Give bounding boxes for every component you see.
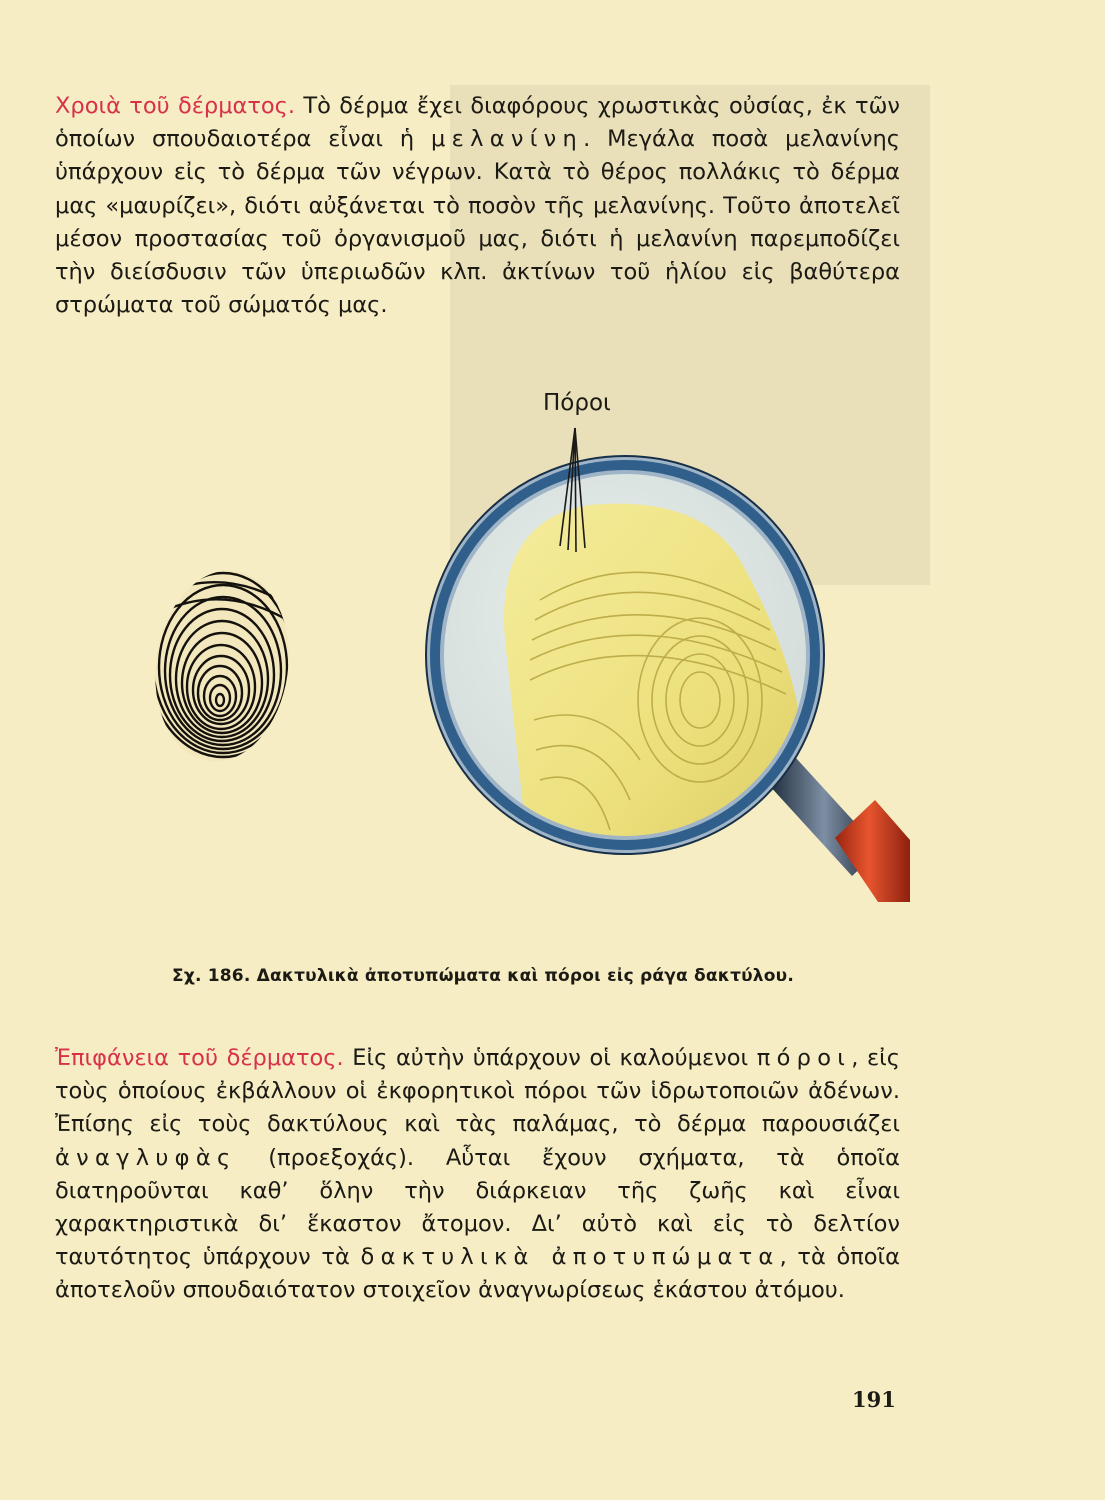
page-number: 191 — [852, 1387, 896, 1412]
fingerprint-image — [143, 561, 300, 770]
term-fingerprints: δακτυλικὰ ἀποτυπώματα — [360, 1244, 780, 1271]
paragraph-skin-color: Χροιὰ τοῦ δέρματος. Τὸ δέρμα ἔχει διαφόρους χρωστικὰς οὐσίας, ἐκ τῶν ὁποίων σπουδαιοτέρα εἶναι ἡ μελανίνη. Μεγάλα ποσὰ μελανίνης ὑπάρχουν εἰς τὸ δέρμα τῶν νέγρων. Κατὰ τὸ θέρος πολλάκις τὸ δέρμα μας «μαυρίζει», διότι αὐξάνεται τὸ ποσὸν τῆς μελανίνης. Τοῦτο ἀποτελεῖ μέσον προστασίας τοῦ ὀργανισμοῦ μας, διότι ἡ μελανίνη παρεμποδίζει τὴν διείσδυσιν τῶν ὑπεριωδῶν κλπ. ἀκτίνων τοῦ ἡλίου εἰς βαθύτερα στρώματα τοῦ σώματός μας. — [55, 93, 900, 319]
figure-caption: Σχ. 186. Δακτυλικὰ ἀποτυπώματα καὶ πόροι εἰς ράγα δακτύλου. — [172, 966, 794, 986]
paragraph-skin-surface: Ἐπιφάνεια τοῦ δέρματος. Εἰς αὐτὴν ὑπάρχουν οἱ καλούμενοι πόροι, εἰς τοὺς ὁποίους ἐκβάλλουν οἱ ἐκφορητικοὶ πόροι τῶν ἱδρωτοποιῶν ἀδένων. Ἐπίσης εἰς τοὺς δακτύλους καὶ τὰς παλάμας, τὸ δέρμα παρουσιάζει ἀναγλυφὰς (προεξοχάς). Αὗται ἔχουν σχήματα, τὰ ὁποῖα διατηροῦνται καθ’ ὅλην τὴν διάρκειαν τῆς ζωῆς καὶ εἶναι χαρακτηριστικὰ δι’ ἕκαστον ἄτομον. Δι’ αὐτὸ καὶ εἰς τὸ δελτίον ταυτότητος ὑπάρχουν τὰ δακτυλικὰ ἀποτυπώματα, τὰ ὁποῖα ἀποτελοῦν σπουδαιότατον στοιχεῖον ἀναγνωρίσεως ἑκάστου ἀτόμου. — [55, 1045, 901, 1304]
term-reliefs: ἀναγλυφὰς — [55, 1144, 237, 1171]
section-heading-skin-color: Χροιὰ τοῦ δέρματος. — [55, 93, 296, 119]
term-pores: πόροι — [756, 1045, 852, 1071]
magnifier-handle — [768, 758, 910, 902]
term-melanin: μελανίνη — [431, 126, 584, 153]
label-pores: Πόροι — [543, 390, 611, 416]
magnifier-lens — [426, 456, 824, 870]
section-heading-skin-surface: Ἐπιφάνεια τοῦ δέρματος. — [55, 1045, 344, 1071]
